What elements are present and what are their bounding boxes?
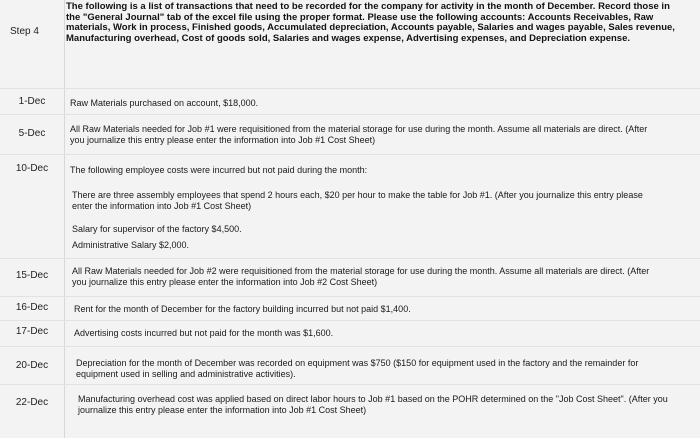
transaction-text: Manufacturing overhead cost was applied based on direct labor hours to Job #1 based on the POHR determined on the "Job Cost Sheet". (After you journalize this entry please enter the information into Job #1 Cost Sheet) bbox=[78, 394, 668, 415]
date-cell: 1-Dec bbox=[18, 96, 46, 107]
transaction-text: There are three assembly employees that spend 2 hours each, $20 per hour to make the table for Job #1. (After you journalize this entry please enter the information into Job #1 Cost Sheet) bbox=[72, 190, 643, 211]
transaction-text: Depreciation for the month of December was recorded on equipment was $750 ($150 for equipment used in the factory and the remainder for equipment used in selling and administrative activities). bbox=[76, 358, 639, 379]
row-divider bbox=[0, 88, 700, 89]
transaction-text: Rent for the month of December for the factory building incurred but not paid $1,400. bbox=[74, 304, 411, 314]
row-divider bbox=[0, 258, 700, 259]
transaction-text: All Raw Materials needed for Job #2 were requisitioned from the material storage for use during the month. Assume all materials are direct. (After you journalize this entry please enter the information into Job #2 Cost Sheet) bbox=[72, 266, 650, 287]
row-divider bbox=[0, 320, 700, 321]
row-divider bbox=[0, 346, 700, 347]
date-cell: 22-Dec bbox=[15, 397, 49, 408]
step-label: Step 4 bbox=[10, 26, 39, 37]
transaction-text: Advertising costs incurred but not paid for the month was $1,600. bbox=[74, 328, 334, 338]
column-divider bbox=[64, 0, 65, 438]
transaction-text: Administrative Salary $2,000. bbox=[72, 240, 190, 250]
date-cell: 15-Dec bbox=[15, 270, 49, 281]
date-cell: 10-Dec bbox=[15, 163, 49, 174]
date-cell: 16-Dec bbox=[15, 302, 49, 313]
transaction-text: The following employee costs were incurred but not paid during the month: bbox=[70, 165, 368, 175]
date-cell: 20-Dec bbox=[15, 360, 49, 371]
row-divider bbox=[0, 384, 700, 385]
intro-paragraph: The following is a list of transactions that need to be recorded for the company for activity in the month of December. Record those in the "General Journal" tab of the excel file using the proper format. Please use the following accounts: Accounts Receivables, Raw materials, Work in process, Finished goods, Accumulated depreciation, Accounts payable, Salaries and wages payable, Sales revenue, Manufacturing overhead, Cost of goods sold, Salaries and wages expense, Advertising expenses, and Depreciation expense. bbox=[66, 1, 675, 44]
row-divider bbox=[0, 296, 700, 297]
transaction-text: All Raw Materials needed for Job #1 were requisitioned from the material storage for use during the month. Assume all materials are direct. (After you journalize this entry please enter the information into Job #1 Cost Sheet) bbox=[70, 124, 648, 145]
row-divider bbox=[0, 114, 700, 115]
transaction-text: Raw Materials purchased on account, $18,000. bbox=[70, 98, 259, 108]
date-cell: 17-Dec bbox=[15, 326, 49, 337]
date-cell: 5-Dec bbox=[18, 128, 46, 139]
transaction-text: Salary for supervisor of the factory $4,500. bbox=[72, 224, 242, 234]
row-divider bbox=[0, 154, 700, 155]
